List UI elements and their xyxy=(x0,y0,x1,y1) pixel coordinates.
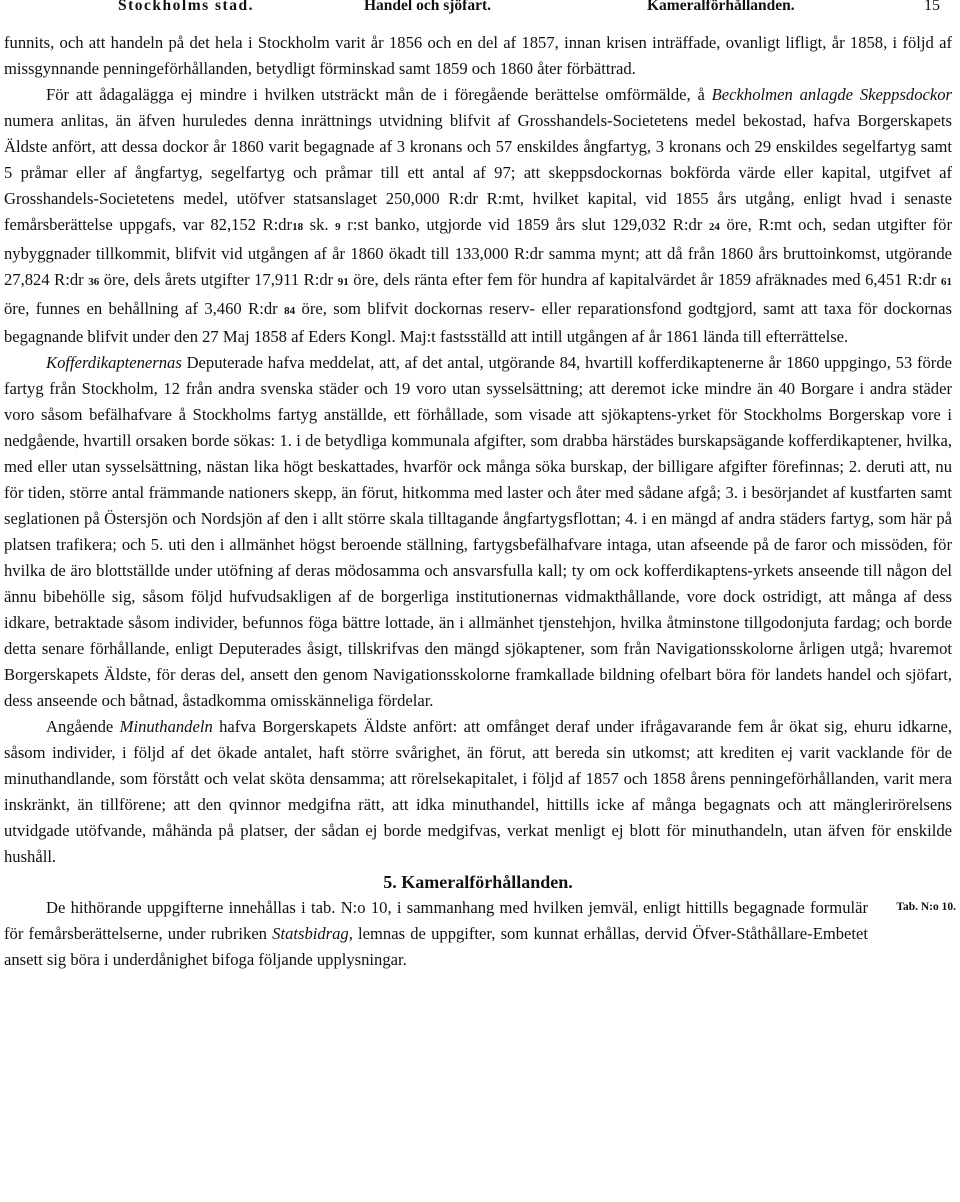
body-text xyxy=(4,30,956,973)
paragraph-captains: Kofferdikaptenernas Deputerade hafva meddelat, att, af det antal, utgörande 84, hvartill kofferdikaptenerne år 1860 uppgingo, 53 förde fartyg från Stockholm, 12 från andra svenska städer och 19 voro utan sysselsättning; att deremot icke mindre än 40 Borgare i andra städer voro såsom befälhafvare å Stockholms fartyg anställde, ett förhållade, som visade att sjökaptens-yrket för Stockholms Borgerskap vore i nedgående, hvartill orsaken borde sökas: 1. i de betydliga kommunala afgifter, som drabba härstädes burskapsägande kofferdikaptener, hvilka, med eller utan sysselsättning, nästan lika högt beskattades, hvarför ock många söka burskap, der billigare afgifter förefinnas; 2. deruti att, nu för tiden, större antal främmande nationers skepp, än förut, hitkomma med laster och åter med sådane afgå; 3. i besörjandet af kustfarten samt seglationen på Östersjön och Nordsjön af den i allt större skala tilltagande ångfartygsflottan; 4. i en mängd af andra städers fartyg, som här på platsen trafikera; och 5. uti den i allmänhet högst beroende ställning, fartygsbefälhafvare intaga, utan afseende på de faror och missöden, för hvilka de äro blottställde under utöfning af deras mödosamma och ansvarsfulla kall; ty om ock kofferdikaptens-yrkets anseende till någon del ännu bibehölle sig, såsom följd hufvudsakligen af de borgerliga institutionernas vidmakthållande, vore dock ostridigt, att många af dess idkare, betraktade såsom individer, befunnos föga bättre lottade, än i allmänhet tjenstehjon, hvilka åtminstone tillgodonjuta fardag; och borde detta senare förhållande, enligt Deputerades åsigt, tillskrifvas den mängd sjökaptener, som från Navigationsskolorne årligen utgå; hvaremot Borgerskapets Äldste, för deras del, ansett den genom Navigationsskolorne framkallade bildning ofelbart böra för landets handel och sjöfart, dess anseende och båtnad, åstadkomma omisskänneliga fördelar. xyxy=(4,353,952,710)
page-number: 15 xyxy=(924,0,940,14)
section-heading: 5. Kameralförhållanden. xyxy=(383,871,573,892)
running-head-middle: Handel och sjöfart. xyxy=(364,0,492,14)
paragraph-ship-docks: För att ådagalägga ej mindre i hvilken utsträckt mån de i föregående berättelse omförmälde, å Beckholmen anlagde Skeppsdockor numera anlitas, än äfven huruledes denna inrättnings utvidning blifvit af Grosshandels-Societetens medel bekostad, hafva Borgerskapets Äldste anfört, att dessa dockor år 1860 varit begagnade af 3 kronans och 57 enskildes ångfartyg, 3 kronans och 29 enskildes segelfartyg samt 5 pråmar eller af ångfartyg, segelfartyg och pråmar till ett antal af 97; att skeppsdockornas bokförda värde eller kapital, utgifvet af Grosshandels-Societetens medel, utöfver statsanslaget 250,000 R:dr R:mt, hvilket kapital, vid 1855 års utgång, enligt hvad i senaste femårsberättelse uppgafs, var 82,152 R:dr18 sk. 9 r:st banko, utgjorde vid 1859 års slut 129,032 R:dr 24 öre, R:mt och, sedan utgifter för nybyggnader tillkommit, blifvit vid utgången af år 1860 ökadt till 133,000 R:dr samma mynt; att då från 1860 års bruttoinkomst, utgörande 27,824 R:dr 36 öre, dels årets utgifter 17,911 R:dr 91 öre, dels ränta efter fem för hundra af kapitalvärdet år 1859 afräknades med 6,451 R:dr 61 öre, funnes en behållning af 3,460 R:dr 84 öre, som blifvit dockornas reserv- eller reparationsfond godtgjord, samt att taxa för dockornas begagnande blifvit under den 27 Maj 1858 af Eders Kongl. Maj:t fastsställd att intill utgången af år 1861 lända till efterrättelse. xyxy=(4,84,952,347)
italic-term-retail: Minuthandeln xyxy=(119,716,213,736)
italic-term-statsbidrag: Statsbidrag xyxy=(272,924,349,944)
paragraph-retail: Angående Minuthandeln hafva Borgerskapets Äldste anfört: att omfånget deraf under ifrågavarande fem år ökat sig, ehuru idkarne, såsom individer, i följd af det ökade antalet, haft större svårighet, än förut, att bereda sin utkomst; att krediten ej varit vacklande för de minuthandlande, som förstått och velat sköta densamma; att rörelsekapitalet, i följd af 1857 och 1858 årens penningeförhållanden, varit mera inskränkt, än tillförene; att den qvinnor medgifna rätt, att idka minuthandel, hittills icke af många begagnats och att mänglerirörelsens utvidgade utöfvande, måhända på platser, der sådan ej borde medgifvas, verkat menligt ej blott för minuthandeln, utan äfven för enskilde hushåll. xyxy=(4,716,953,866)
paragraph-trade-summary: funnits, och att handeln på det hela i Stockholm varit år 1856 och en del af 1857, innan krisen inträffade, ovanligt lifligt, år 1858, i följd af missgynnande penningeförhållanden, betydligt förminskad samt 1859 och 1860 åter förbättrad. xyxy=(4,33,952,78)
italic-term-captains: Kofferdikaptenernas xyxy=(46,353,182,373)
running-head xyxy=(118,0,940,19)
paragraph-kameral: De hithörande uppgifterne innehållas i tab. N:o 10, i sammanhang med hvilken jemväl, enligt hittills begagnade formulär för femårsberättelserne, under rubriken Statsbidrag, lemnas de uppgifter, som kunnat erhållas, dervid Öfver-Ståthållare-Embetet ansett sig böra i underdånighet bifoga följande upplysningar. Tab. N:o 10. xyxy=(4,895,952,973)
running-head-left: Stockholms stad. xyxy=(118,0,254,14)
running-head-right: Kameralförhållanden. xyxy=(647,0,795,14)
italic-term-docks: Beckholmen anlagde Skeppsdockor xyxy=(711,84,952,104)
margin-note: Tab. N:o 10. xyxy=(896,901,956,914)
